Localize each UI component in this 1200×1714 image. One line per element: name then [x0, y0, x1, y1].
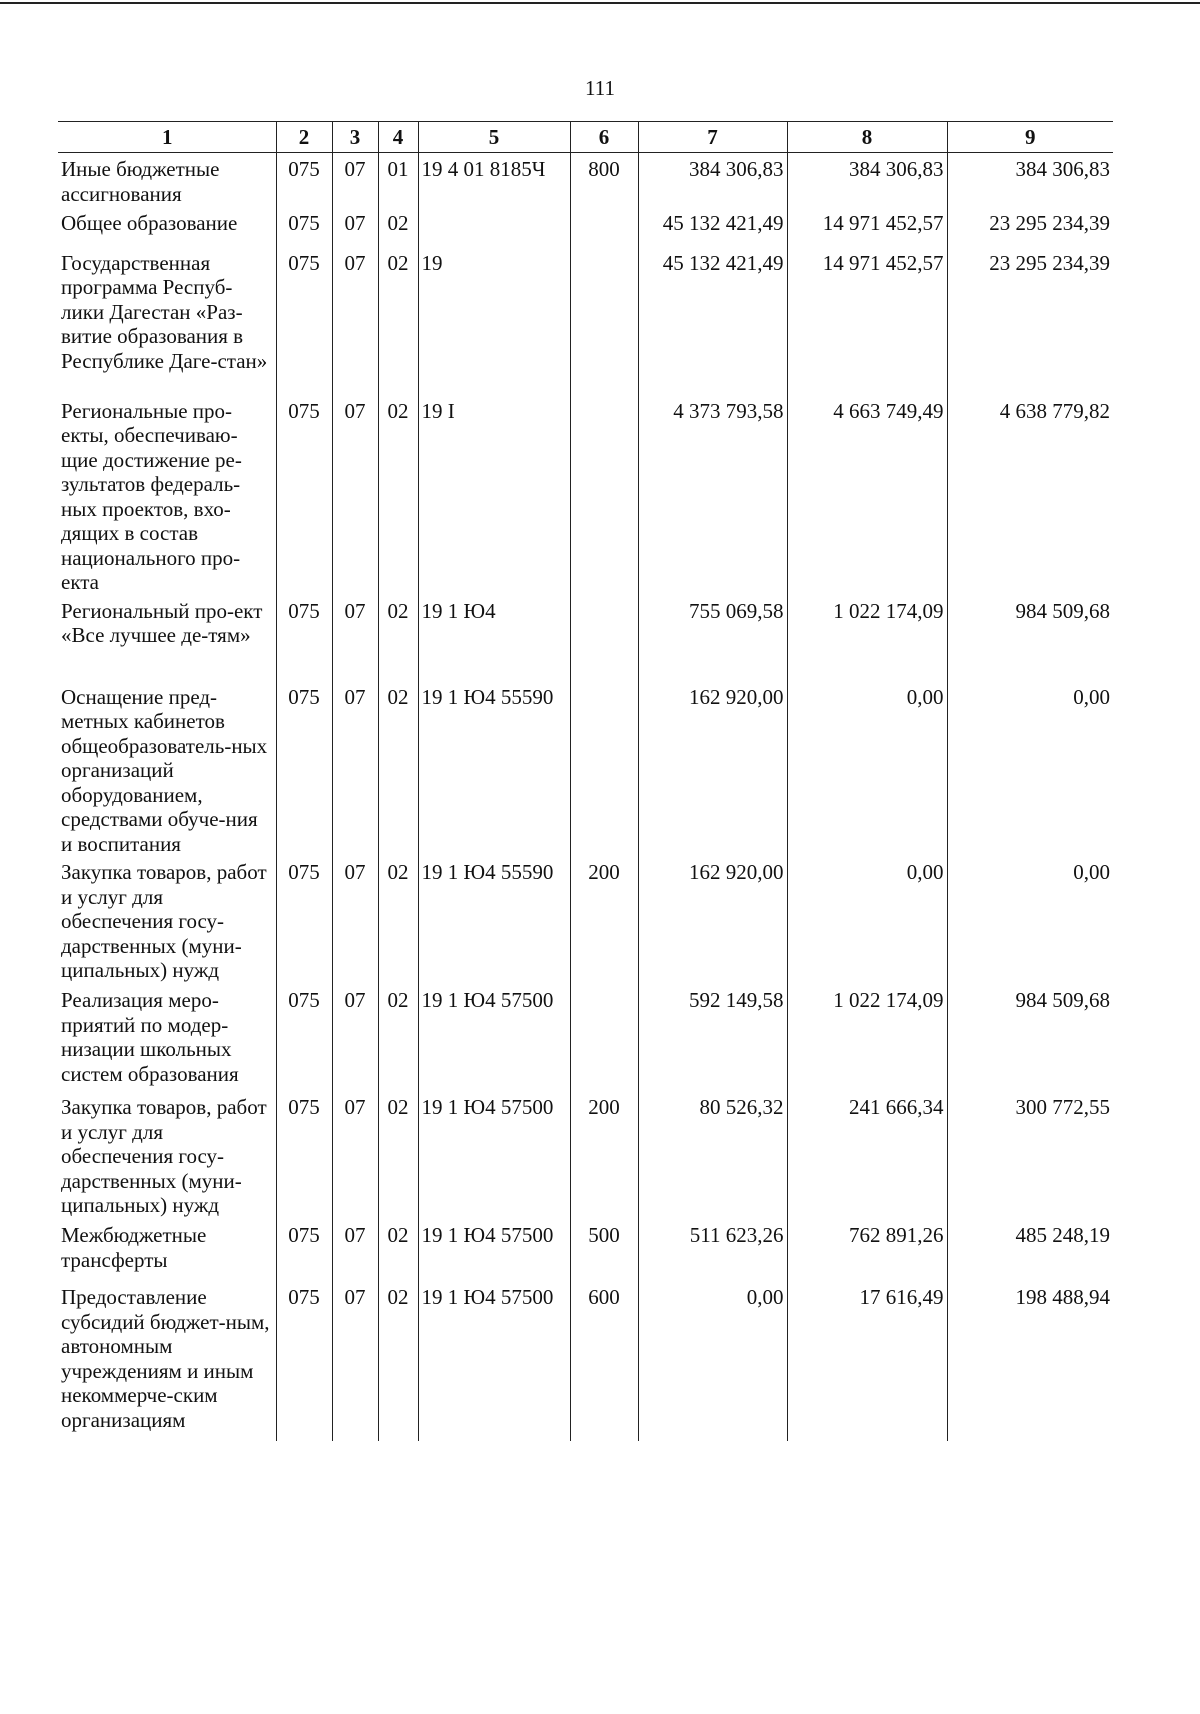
expense-type-cell — [570, 247, 638, 395]
gr-code-cell: 075 — [276, 207, 332, 247]
budget-table — [58, 121, 1113, 1441]
row-name-cell: Межбюджетные трансферты — [61, 1223, 207, 1272]
amount-col9-cell: 23 295 234,39 — [947, 247, 1113, 395]
subsection-code-cell: 02 — [378, 1091, 418, 1219]
row-name-cell: Общее образование — [61, 210, 238, 235]
table-row — [58, 595, 1113, 681]
expense-type-cell: 200 — [570, 856, 638, 984]
amount-col8-cell: 762 891,26 — [787, 1219, 947, 1281]
expense-type-cell: 200 — [570, 1091, 638, 1219]
amount-col9-cell: 485 248,19 — [947, 1219, 1113, 1281]
column-header: 9 — [947, 122, 1113, 153]
table-body — [58, 153, 1113, 1442]
subsection-code-cell: 02 — [378, 984, 418, 1091]
subsection-code-cell: 02 — [378, 247, 418, 395]
column-header: 6 — [570, 122, 638, 153]
amount-col8-cell: 241 666,34 — [787, 1091, 947, 1219]
amount-col8-cell: 384 306,83 — [787, 153, 947, 207]
subsection-code-cell: 02 — [378, 207, 418, 247]
column-header: 8 — [787, 122, 947, 153]
subsection-code-cell: 01 — [378, 153, 418, 207]
subsection-code-cell: 02 — [378, 681, 418, 857]
column-header: 5 — [418, 122, 570, 153]
table-row — [58, 395, 1113, 595]
subsection-code-cell: 02 — [378, 1281, 418, 1441]
column-header: 2 — [276, 122, 332, 153]
expense-type-cell — [570, 395, 638, 595]
amount-col8-cell: 0,00 — [787, 856, 947, 984]
table-row — [58, 247, 1113, 395]
column-header: 4 — [378, 122, 418, 153]
row-name-cell: Закупка товаров, работ и услуг для обеспечения госу-дарственных (муни-ципальных) нужд — [61, 1095, 267, 1217]
amount-col9-cell: 300 772,55 — [947, 1091, 1113, 1219]
amount-col8-cell: 17 616,49 — [787, 1281, 947, 1441]
amount-col8-cell: 14 971 452,57 — [787, 247, 947, 395]
section-code-cell: 07 — [332, 247, 378, 395]
subsection-code-cell: 02 — [378, 856, 418, 984]
gr-code-cell: 075 — [276, 984, 332, 1091]
amount-col9-cell: 198 488,94 — [947, 1281, 1113, 1441]
amount-col7-cell: 162 920,00 — [638, 681, 787, 857]
expense-type-cell: 500 — [570, 1219, 638, 1281]
subsection-code-cell: 02 — [378, 595, 418, 681]
table-row — [58, 856, 1113, 984]
expense-type-cell — [570, 681, 638, 857]
amount-col7-cell: 45 132 421,49 — [638, 247, 787, 395]
amount-col8-cell: 0,00 — [787, 681, 947, 857]
amount-col8-cell: 1 022 174,09 — [787, 595, 947, 681]
section-code-cell: 07 — [332, 595, 378, 681]
target-article-cell — [418, 207, 570, 247]
amount-col8-cell: 4 663 749,49 — [787, 395, 947, 595]
section-code-cell: 07 — [332, 395, 378, 595]
target-article-cell: 19 1 Ю4 57500 — [418, 1219, 570, 1281]
section-code-cell: 07 — [332, 1219, 378, 1281]
section-code-cell: 07 — [332, 681, 378, 857]
amount-col9-cell: 984 509,68 — [947, 595, 1113, 681]
section-code-cell: 07 — [332, 207, 378, 247]
column-header: 3 — [332, 122, 378, 153]
gr-code-cell: 075 — [276, 595, 332, 681]
row-name-cell: Предоставление субсидий бюджет-ным, автономным учреждениям и иным некоммерче-ским организациям — [61, 1285, 270, 1432]
gr-code-cell: 075 — [276, 247, 332, 395]
row-name-cell: Региональный про-ект «Все лучшее де-тям» — [61, 598, 263, 647]
target-article-cell: 19 1 Ю4 57500 — [418, 1281, 570, 1441]
table-row — [58, 1281, 1113, 1441]
amount-col7-cell: 0,00 — [638, 1281, 787, 1441]
gr-code-cell: 075 — [276, 1219, 332, 1281]
amount-col7-cell: 162 920,00 — [638, 856, 787, 984]
section-code-cell: 07 — [332, 153, 378, 207]
expense-type-cell — [570, 595, 638, 681]
gr-code-cell: 075 — [276, 1281, 332, 1441]
section-code-cell: 07 — [332, 856, 378, 984]
expense-type-cell: 600 — [570, 1281, 638, 1441]
amount-col8-cell: 1 022 174,09 — [787, 984, 947, 1091]
subsection-code-cell: 02 — [378, 1219, 418, 1281]
table-row — [58, 1091, 1113, 1219]
amount-col7-cell: 45 132 421,49 — [638, 207, 787, 247]
target-article-cell: 19 1 Ю4 — [418, 595, 570, 681]
row-name-cell: Оснащение пред-метных кабинетов общеобразователь-ных организаций оборудованием, средствами обуче-ния и воспитания — [61, 684, 268, 856]
target-article-cell: 19 — [418, 247, 570, 395]
table-row — [58, 984, 1113, 1091]
amount-col7-cell: 592 149,58 — [638, 984, 787, 1091]
header-row — [58, 122, 1113, 153]
target-article-cell: 19 1 Ю4 57500 — [418, 984, 570, 1091]
row-name-cell: Региональные про-екты, обеспечиваю-щие достижение ре-зультатов федераль-ных проектов, вхо-дящих в состав национального про-екта — [61, 398, 242, 594]
section-code-cell: 07 — [332, 1091, 378, 1219]
amount-col7-cell: 755 069,58 — [638, 595, 787, 681]
target-article-cell: 19 4 01 8185Ч — [418, 153, 570, 207]
amount-col7-cell: 80 526,32 — [638, 1091, 787, 1219]
target-article-cell: 19 1 Ю4 55590 — [418, 681, 570, 857]
target-article-cell: 19 I — [418, 395, 570, 595]
target-article-cell: 19 1 Ю4 55590 — [418, 856, 570, 984]
page-number: 111 — [585, 76, 615, 100]
amount-col9-cell: 4 638 779,82 — [947, 395, 1113, 595]
amount-col9-cell: 23 295 234,39 — [947, 207, 1113, 247]
expense-type-cell — [570, 207, 638, 247]
column-header: 1 — [58, 122, 276, 153]
gr-code-cell: 075 — [276, 681, 332, 857]
gr-code-cell: 075 — [276, 153, 332, 207]
table-row — [58, 207, 1113, 247]
section-code-cell: 07 — [332, 1281, 378, 1441]
amount-col9-cell: 0,00 — [947, 681, 1113, 857]
top-rule — [0, 2, 1200, 4]
table-row — [58, 1219, 1113, 1281]
section-code-cell: 07 — [332, 984, 378, 1091]
expense-type-cell: 800 — [570, 153, 638, 207]
expense-type-cell — [570, 984, 638, 1091]
amount-col7-cell: 511 623,26 — [638, 1219, 787, 1281]
subsection-code-cell: 02 — [378, 395, 418, 595]
amount-col8-cell: 14 971 452,57 — [787, 207, 947, 247]
amount-col7-cell: 384 306,83 — [638, 153, 787, 207]
column-header: 7 — [638, 122, 787, 153]
gr-code-cell: 075 — [276, 395, 332, 595]
row-name-cell: Государственная программа Респуб-лики Дагестан «Раз-витие образования в Республике Даге-стан» — [61, 250, 268, 373]
amount-col9-cell: 384 306,83 — [947, 153, 1113, 207]
amount-col9-cell: 0,00 — [947, 856, 1113, 984]
target-article-cell: 19 1 Ю4 57500 — [418, 1091, 570, 1219]
table-row — [58, 153, 1113, 207]
gr-code-cell: 075 — [276, 1091, 332, 1219]
row-name-cell: Иные бюджетные ассигнования — [61, 157, 220, 206]
amount-col9-cell: 984 509,68 — [947, 984, 1113, 1091]
gr-code-cell: 075 — [276, 856, 332, 984]
row-name-cell: Закупка товаров, работ и услуг для обеспечения госу-дарственных (муни-ципальных) нужд — [61, 860, 267, 982]
row-name-cell: Реализация меро-приятий по модер-низации школьных систем образования — [61, 988, 239, 1086]
table-row — [58, 681, 1113, 857]
amount-col7-cell: 4 373 793,58 — [638, 395, 787, 595]
